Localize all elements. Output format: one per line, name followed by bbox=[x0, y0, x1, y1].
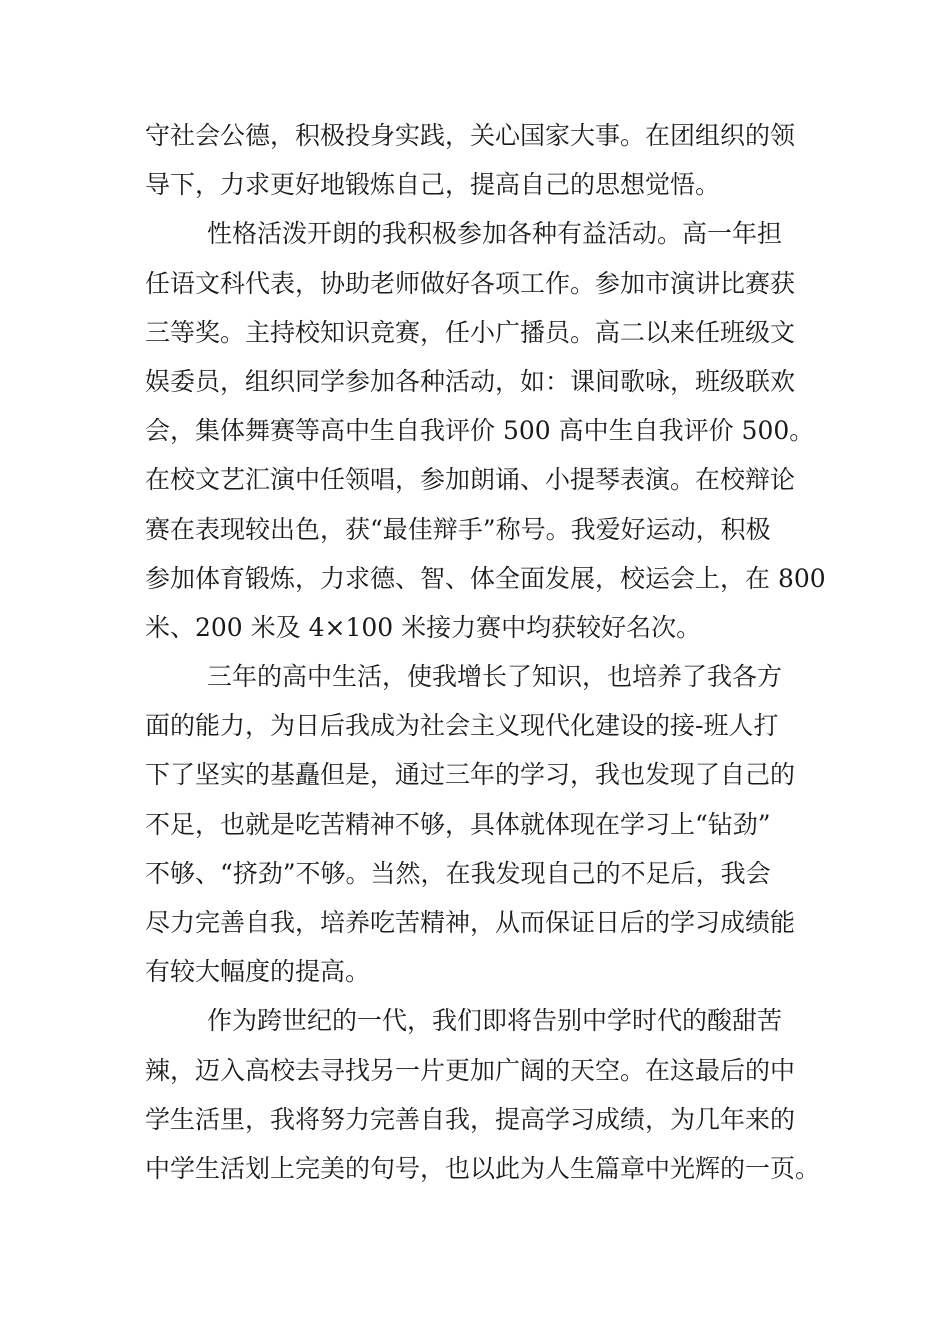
text-line: 学生活里，我将努力完善自我，提高学习成绩，为几年来的 bbox=[145, 1104, 796, 1134]
text-line: 在校文艺汇演中任领唱，参加朗诵、小提琴表演。在校辩论 bbox=[145, 465, 796, 495]
text-line: 不足，也就是吃苦精神不够，具体就体现在学习上“钻劲” bbox=[145, 809, 771, 839]
document-body bbox=[145, 111, 825, 1193]
text-line: 会，集体舞赛等高中生自我评价 500 高中生自我评价 500。 bbox=[145, 416, 815, 446]
text-line: 娱委员，组织同学参加各种活动，如：课间歌咏，班级联欢 bbox=[145, 366, 796, 396]
text-line: 米、200 米及 4×100 米接力赛中均获较好名次。 bbox=[145, 612, 702, 642]
text-line: 辣，迈入高校去寻找另一片更加广阔的天空。在这最后的中 bbox=[145, 1055, 796, 1085]
text-line: 参加体育锻炼，力求德、智、体全面发展，校运会上，在 800 bbox=[145, 563, 826, 593]
text-line: 任语文科代表，协助老师做好各项工作。参加市演讲比赛获 bbox=[145, 268, 796, 298]
text-line: 赛在表现较出色，获“最佳辩手”称号。我爱好运动，积极 bbox=[145, 514, 771, 544]
text-line: 中学生活划上完美的句号，也以此为人生篇章中光辉的一页。 bbox=[145, 1153, 821, 1183]
text-line: 导下，力求更好地锻炼自己，提高自己的思想觉悟。 bbox=[145, 170, 721, 200]
text-line: 下了坚实的基矗但是，通过三年的学习，我也发现了自己的 bbox=[145, 760, 796, 790]
text-line: 面的能力，为日后我成为社会主义现代化建设的接-班人打 bbox=[145, 711, 779, 741]
paragraph-first-line: 三年的高中生活，使我增长了知识，也培养了我各方 bbox=[207, 662, 783, 692]
text-line: 三等奖。主持校知识竞赛，任小广播员。高二以来任班级文 bbox=[145, 317, 796, 347]
text-line: 不够、“挤劲”不够。当然，在我发现自己的不足后，我会 bbox=[145, 858, 771, 888]
text-line: 守社会公德，积极投身实践，关心国家大事。在团组织的领 bbox=[145, 121, 796, 150]
text-line: 尽力完善自我，培养吃苦精神，从而保证日后的学习成绩能 bbox=[145, 908, 796, 937]
paragraph-first-line: 性格活泼开朗的我积极参加各种有益活动。高一年担 bbox=[207, 219, 783, 249]
text-line: 有较大幅度的提高。 bbox=[145, 957, 371, 987]
paragraph-first-line: 作为跨世纪的一代，我们即将告别中学时代的酸甜苦 bbox=[207, 1006, 783, 1036]
